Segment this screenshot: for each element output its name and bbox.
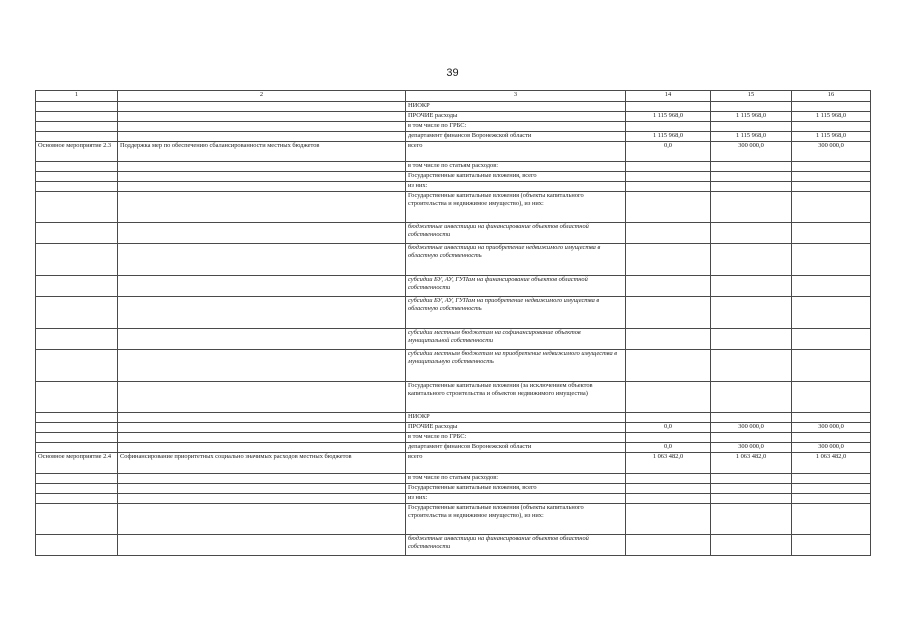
- value-col-16-cell: [792, 172, 871, 182]
- table-row: [36, 484, 871, 494]
- table-row: [36, 162, 871, 172]
- value-col-14-cell: [626, 172, 711, 182]
- expense-item-cell: НИОКР: [406, 413, 626, 423]
- value-col-15-cell: [711, 433, 792, 443]
- event-name-cell: [118, 443, 406, 453]
- expense-item-cell: в том числе по статьям расходов:: [406, 474, 626, 484]
- value-col-14-cell: [626, 244, 711, 276]
- event-name-cell: Софинансирование приоритетных социально значимых расходов местных бюджетов: [118, 453, 406, 474]
- table-row: [36, 474, 871, 484]
- event-code-cell: [36, 192, 118, 223]
- value-col-15-cell: [711, 535, 792, 556]
- value-col-15-cell: [711, 172, 792, 182]
- event-code-cell: [36, 494, 118, 504]
- event-code-cell: [36, 474, 118, 484]
- header-col-16: 16: [792, 91, 871, 102]
- event-name-cell: [118, 413, 406, 423]
- table-row: [36, 382, 871, 413]
- value-col-15-cell: [711, 122, 792, 132]
- table-row: [36, 443, 871, 453]
- event-code-cell: [36, 484, 118, 494]
- event-name-cell: [118, 192, 406, 223]
- value-col-14-cell: [626, 350, 711, 382]
- expense-item-cell: Государственные капитальные вложения (за исключением объектов капитального строительства и объектов недвижимого имущества): [406, 382, 626, 413]
- value-col-15-cell: [711, 223, 792, 244]
- table-row: [36, 244, 871, 276]
- value-col-15-cell: 300 000,0: [711, 142, 792, 162]
- page-number: 39: [446, 67, 459, 79]
- expense-item-cell: субсидии местным бюджетам на софинансирование объектов муниципальной собственности: [406, 329, 626, 350]
- value-col-15-cell: [711, 413, 792, 423]
- expense-item-cell: всего: [406, 453, 626, 474]
- event-code-cell: [36, 297, 118, 329]
- event-name-cell: [118, 162, 406, 172]
- event-code-cell: Основное мероприятие 2.4: [36, 453, 118, 474]
- event-name-cell: [118, 350, 406, 382]
- value-col-14-cell: 1 115 968,0: [626, 112, 711, 122]
- header-col-3: 3: [406, 91, 626, 102]
- value-col-16-cell: [792, 474, 871, 484]
- event-name-cell: [118, 223, 406, 244]
- event-code-cell: [36, 244, 118, 276]
- value-col-14-cell: 1 115 968,0: [626, 132, 711, 142]
- event-code-cell: [36, 182, 118, 192]
- event-name-cell: [118, 102, 406, 112]
- event-name-cell: [118, 276, 406, 297]
- value-col-16-cell: 1 115 968,0: [792, 112, 871, 122]
- expense-item-cell: НИОКР: [406, 102, 626, 112]
- event-name-cell: [118, 172, 406, 182]
- value-col-16-cell: 300 000,0: [792, 443, 871, 453]
- expense-item-cell: бюджетные инвестиции на приобретение недвижимого имущества в областную собственность: [406, 244, 626, 276]
- value-col-15-cell: [711, 102, 792, 112]
- table-header: [36, 91, 871, 102]
- value-col-15-cell: 300 000,0: [711, 443, 792, 453]
- event-name-cell: Поддержка мер по обеспечению сбалансированности местных бюджетов: [118, 142, 406, 162]
- table-row: [36, 102, 871, 112]
- event-name-cell: [118, 474, 406, 484]
- value-col-15-cell: 1 115 968,0: [711, 132, 792, 142]
- value-col-14-cell: [626, 122, 711, 132]
- expense-item-cell: департамент финансов Воронежской области: [406, 132, 626, 142]
- value-col-14-cell: [626, 535, 711, 556]
- value-col-16-cell: [792, 382, 871, 413]
- table-row: [36, 182, 871, 192]
- expense-item-cell: бюджетные инвестиции на финансирование объектов областной собственности: [406, 223, 626, 244]
- value-col-14-cell: [626, 192, 711, 223]
- event-name-cell: [118, 112, 406, 122]
- table-row: [36, 433, 871, 443]
- expense-item-cell: субсидии местным бюджетам на приобретение недвижимого имущества в муниципальную собственность: [406, 350, 626, 382]
- value-col-14-cell: [626, 433, 711, 443]
- value-col-14-cell: [626, 182, 711, 192]
- event-name-cell: [118, 244, 406, 276]
- event-code-cell: [36, 122, 118, 132]
- event-name-cell: [118, 494, 406, 504]
- value-col-16-cell: 300 000,0: [792, 142, 871, 162]
- value-col-16-cell: [792, 484, 871, 494]
- value-col-15-cell: [711, 276, 792, 297]
- event-code-cell: Основное мероприятие 2.3: [36, 142, 118, 162]
- event-name-cell: [118, 504, 406, 535]
- event-code-cell: [36, 102, 118, 112]
- event-name-cell: [118, 382, 406, 413]
- table-row: [36, 192, 871, 223]
- expense-item-cell: в том числе по ГРБС:: [406, 433, 626, 443]
- value-col-16-cell: [792, 182, 871, 192]
- value-col-14-cell: 0,0: [626, 443, 711, 453]
- expense-item-cell: из них:: [406, 182, 626, 192]
- event-code-cell: [36, 112, 118, 122]
- value-col-15-cell: 1 063 482,0: [711, 453, 792, 474]
- value-col-16-cell: [792, 276, 871, 297]
- table-row: [36, 504, 871, 535]
- table-row: [36, 172, 871, 182]
- event-code-cell: [36, 535, 118, 556]
- value-col-14-cell: [626, 329, 711, 350]
- event-name-cell: [118, 535, 406, 556]
- event-code-cell: [36, 504, 118, 535]
- value-col-14-cell: [626, 494, 711, 504]
- table-row: [36, 329, 871, 350]
- expense-item-cell: департамент финансов Воронежской области: [406, 443, 626, 453]
- expense-item-cell: в том числе по ГРБС:: [406, 122, 626, 132]
- event-name-cell: [118, 297, 406, 329]
- table-row: [36, 535, 871, 556]
- header-col-14: 14: [626, 91, 711, 102]
- event-code-cell: [36, 382, 118, 413]
- value-col-16-cell: [792, 244, 871, 276]
- value-col-16-cell: [792, 297, 871, 329]
- event-code-cell: [36, 172, 118, 182]
- value-col-16-cell: [792, 102, 871, 112]
- table-row: [36, 122, 871, 132]
- expense-item-cell: из них:: [406, 494, 626, 504]
- event-code-cell: [36, 413, 118, 423]
- expense-item-cell: бюджетные инвестиции на финансирование объектов областной собственности: [406, 535, 626, 556]
- event-code-cell: [36, 443, 118, 453]
- event-code-cell: [36, 132, 118, 142]
- header-col-15: 15: [711, 91, 792, 102]
- value-col-16-cell: [792, 223, 871, 244]
- value-col-15-cell: [711, 192, 792, 223]
- value-col-15-cell: [711, 484, 792, 494]
- event-name-cell: [118, 182, 406, 192]
- table-row: [36, 112, 871, 122]
- value-col-15-cell: [711, 244, 792, 276]
- value-col-14-cell: [626, 474, 711, 484]
- value-col-15-cell: [711, 329, 792, 350]
- expense-item-cell: субсидии БУ, АУ, ГУПам на финансирование объектов областной собственности: [406, 276, 626, 297]
- event-name-cell: [118, 423, 406, 433]
- value-col-16-cell: [792, 122, 871, 132]
- value-col-15-cell: [711, 494, 792, 504]
- expense-item-cell: всего: [406, 142, 626, 162]
- value-col-14-cell: 0,0: [626, 142, 711, 162]
- value-col-16-cell: [792, 494, 871, 504]
- value-col-15-cell: 300 000,0: [711, 423, 792, 433]
- table-row: [36, 453, 871, 474]
- table-row: [36, 132, 871, 142]
- value-col-14-cell: [626, 382, 711, 413]
- value-col-16-cell: [792, 504, 871, 535]
- value-col-16-cell: 1 115 968,0: [792, 132, 871, 142]
- table-row: [36, 423, 871, 433]
- budget-table: [35, 90, 871, 556]
- value-col-14-cell: [626, 102, 711, 112]
- event-code-cell: [36, 276, 118, 297]
- expense-item-cell: ПРОЧИЕ расходы: [406, 423, 626, 433]
- value-col-14-cell: [626, 276, 711, 297]
- value-col-14-cell: 0,0: [626, 423, 711, 433]
- event-name-cell: [118, 484, 406, 494]
- value-col-15-cell: [711, 504, 792, 535]
- event-code-cell: [36, 162, 118, 172]
- table-row: [36, 494, 871, 504]
- expense-item-cell: Государственные капитальные вложения (объекты капитального строительства и недвижимое имущество), из них:: [406, 192, 626, 223]
- table-row: [36, 276, 871, 297]
- value-col-16-cell: [792, 162, 871, 172]
- table-row: [36, 142, 871, 162]
- expense-item-cell: в том числе по статьям расходов:: [406, 162, 626, 172]
- expense-item-cell: Государственные капитальные вложения, всего: [406, 172, 626, 182]
- value-col-14-cell: [626, 484, 711, 494]
- value-col-14-cell: [626, 162, 711, 172]
- event-name-cell: [118, 329, 406, 350]
- value-col-16-cell: [792, 192, 871, 223]
- value-col-15-cell: [711, 382, 792, 413]
- expense-item-cell: субсидии БУ, АУ, ГУПам на приобретение недвижимого имущества в областную собственность: [406, 297, 626, 329]
- table-row: [36, 413, 871, 423]
- value-col-16-cell: [792, 329, 871, 350]
- expense-item-cell: Государственные капитальные вложения, всего: [406, 484, 626, 494]
- value-col-14-cell: 1 063 482,0: [626, 453, 711, 474]
- value-col-15-cell: [711, 474, 792, 484]
- event-code-cell: [36, 350, 118, 382]
- value-col-16-cell: [792, 350, 871, 382]
- event-code-cell: [36, 223, 118, 244]
- table-row: [36, 297, 871, 329]
- event-code-cell: [36, 433, 118, 443]
- header-row: [36, 91, 871, 102]
- table-body: [36, 102, 871, 556]
- value-col-15-cell: [711, 350, 792, 382]
- value-col-16-cell: 300 000,0: [792, 423, 871, 433]
- value-col-16-cell: [792, 413, 871, 423]
- event-name-cell: [118, 433, 406, 443]
- header-col-2: 2: [118, 91, 406, 102]
- value-col-15-cell: 1 115 968,0: [711, 112, 792, 122]
- expense-item-cell: ПРОЧИЕ расходы: [406, 112, 626, 122]
- event-code-cell: [36, 329, 118, 350]
- value-col-14-cell: [626, 504, 711, 535]
- event-code-cell: [36, 423, 118, 433]
- value-col-15-cell: [711, 182, 792, 192]
- value-col-14-cell: [626, 413, 711, 423]
- event-name-cell: [118, 132, 406, 142]
- value-col-14-cell: [626, 223, 711, 244]
- value-col-16-cell: 1 063 482,0: [792, 453, 871, 474]
- value-col-14-cell: [626, 297, 711, 329]
- header-col-1: 1: [36, 91, 118, 102]
- expense-item-cell: Государственные капитальные вложения (объекты капитального строительства и недвижимое имущество), из них:: [406, 504, 626, 535]
- value-col-15-cell: [711, 297, 792, 329]
- value-col-16-cell: [792, 535, 871, 556]
- value-col-15-cell: [711, 162, 792, 172]
- table-row: [36, 223, 871, 244]
- event-name-cell: [118, 122, 406, 132]
- table-row: [36, 350, 871, 382]
- value-col-16-cell: [792, 433, 871, 443]
